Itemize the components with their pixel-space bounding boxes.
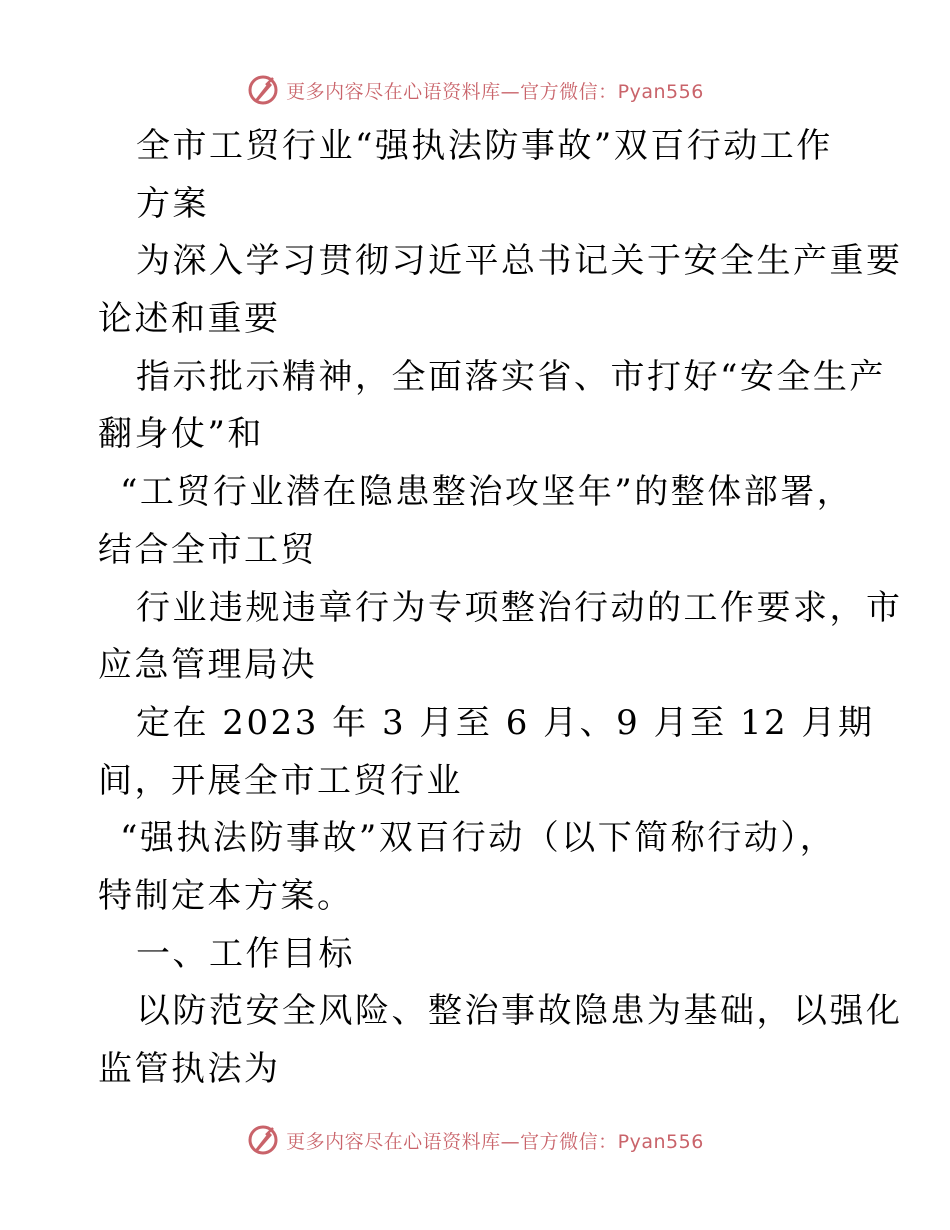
header-watermark-banner: [0, 70, 950, 110]
paragraph-line: 论述和重要: [98, 299, 281, 340]
document-body: [98, 118, 903, 1099]
paragraph-line: 应急管理局决: [98, 645, 317, 686]
footer-watermark-banner: [0, 1120, 950, 1160]
watermark-text: 更多内容尽在心语资料库—官方微信：Pyan556: [286, 80, 704, 103]
paragraph-line: 间，开展全市工贸行业: [98, 760, 463, 801]
watermark-text: 更多内容尽在心语资料库—官方微信：Pyan556: [286, 1130, 704, 1153]
paragraph-line: 行业违规违章行为专项整治行动的工作要求，市: [136, 587, 903, 628]
paragraph-line: 监管执法为: [98, 1049, 281, 1089]
paragraph-line: 翻身仗”和: [98, 414, 264, 455]
paragraph-line: 特制定本方案。: [98, 875, 354, 916]
section-heading: 一、工作目标: [136, 933, 355, 974]
paragraph-line: 结合全市工贸: [98, 529, 317, 570]
paragraph-line: “强执法防事故”双百行动（以下简称行动），: [120, 818, 837, 859]
paragraph-line: 定在 2023 年 3 月至 6 月、9 月至 12 月期: [136, 702, 875, 743]
paragraph-line: 为深入学习贯彻习近平总书记关于安全生产重要: [136, 241, 903, 282]
quill-logo-icon: [246, 73, 280, 107]
paragraph-line: “工贸行业潜在隐患整治攻坚年”的整体部署，: [120, 472, 854, 513]
document-title-line-2: 方案: [136, 183, 209, 224]
paragraph-line: 以防范安全风险、整治事故隐患为基础，以强化: [136, 991, 903, 1032]
document-title-line-1: 全市工贸行业“强执法防事故”双百行动工作: [136, 126, 833, 166]
quill-logo-icon: [246, 1123, 280, 1157]
paragraph-line: 指示批示精神，全面落实省、市打好“安全生产: [136, 356, 886, 397]
